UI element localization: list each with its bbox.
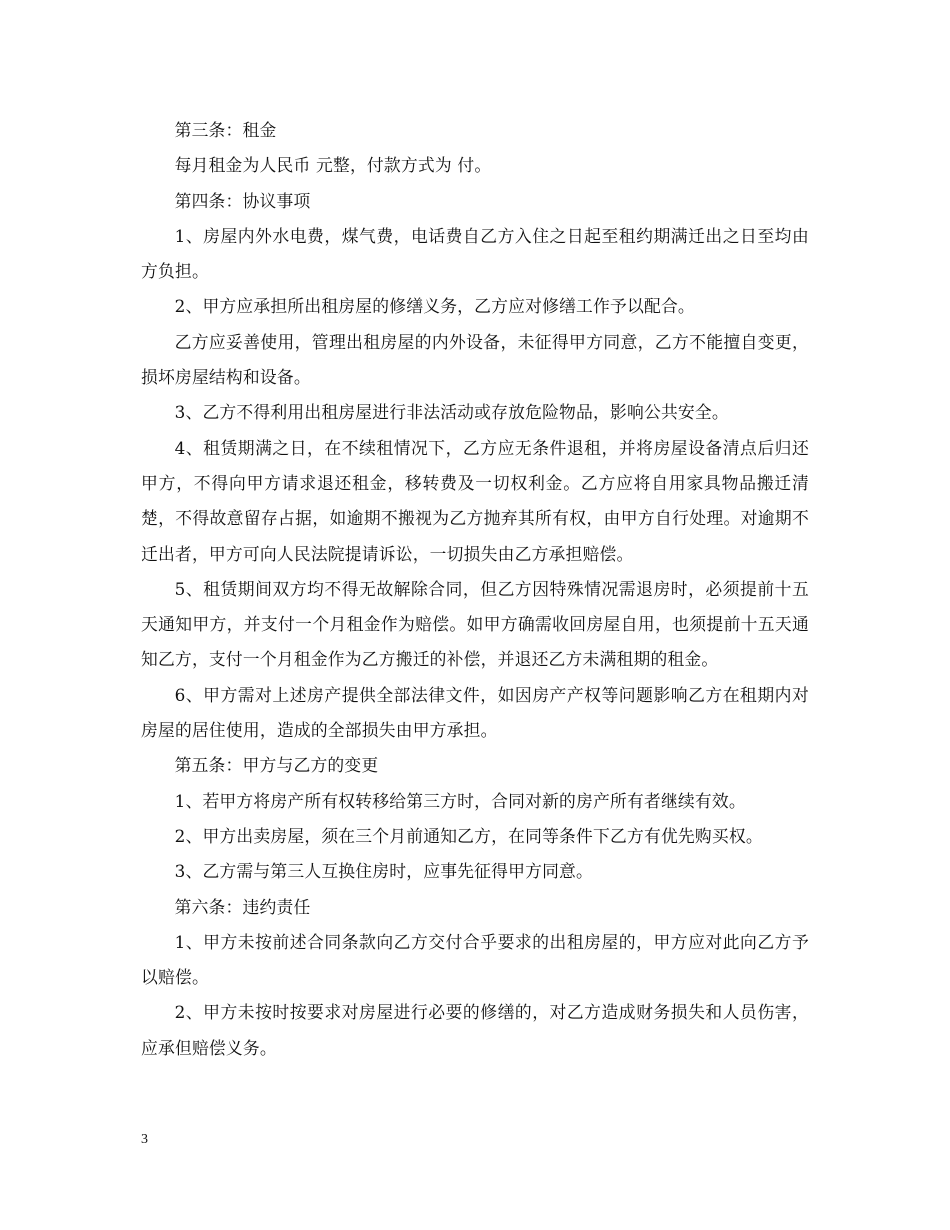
article-4-item-6: 6、甲方需对上述房产提供全部法律文件，如因房产产权等问题影响乙方在租期内对房屋的居住使用，造成的全部损失由甲方承担。: [141, 684, 809, 741]
article-6-item-1: 1、甲方未按前述合同条款向乙方交付合乎要求的出租房屋的，甲方应对此向乙方予以赔偿。: [141, 931, 809, 988]
article-4-item-5: 5、租赁期间双方均不得无故解除合同，但乙方因特殊情况需退房时，必须提前十五天通知甲方，并支付一个月租金作为赔偿。如甲方确需收回房屋自用，也须提前十五天通知乙方，支付一个月租金作为乙方搬迁的补偿，并退还乙方未满租期的租金。: [141, 578, 809, 670]
article-3-heading: 第三条：租金: [174, 120, 277, 140]
article-5-item-3: 3、乙方需与第三人互换住房时，应事先征得甲方同意。: [174, 861, 594, 882]
article-4-item-1: 1、房屋内外水电费，煤气费，电话费自乙方入住之日起至租约期满迁出之日至均由 方负担。: [141, 225, 809, 282]
article-4-item-2: 2、甲方应承担所出租房屋的修缮义务，乙方应对修缮工作予以配合。: [174, 296, 695, 317]
page-number: 3: [141, 1132, 148, 1147]
article-6-item-2: 2、甲方未按时按要求对房屋进行必要的修缮的，对乙方造成财务损失和人员伤害，应承但赔偿义务。: [141, 1002, 809, 1058]
article-5-item-2: 2、甲方出卖房屋，须在三个月前通知乙方，在同等条件下乙方有优先购买权。: [174, 825, 763, 846]
document-body: [141, 113, 809, 1066]
article-5-heading: 第五条：甲方与乙方的变更: [174, 755, 379, 776]
article-4-item-2-continued: 乙方应妥善使用，管理出租房屋的内外设备，未征得甲方同意，乙方不能擅自变更，损坏房屋结构和设备。: [141, 331, 809, 388]
rent-amount-clause: 每月租金为人民币 元整，付款方式为 付。: [174, 155, 492, 176]
article-5-item-1: 1、若甲方将房产所有权转移给第三方时，合同对新的房产所有者继续有效。: [174, 790, 746, 811]
article-4-item-3: 3、乙方不得利用出租房屋进行非法活动或存放危险物品，影响公共安全。: [174, 402, 729, 423]
article-4-item-4: 4、租赁期满之日，在不续租情况下，乙方应无条件退租，并将房屋设备清点后归还甲方，不得向甲方请求退还租金，移转费及一切权利金。乙方应将自用家具物品搬迁清楚，不得故意留存占据，如逾期不搬视为乙方抛弃其所有权，由甲方自行处理。对逾期不迁出者，甲方可向人民法院提请诉讼，一切损失由乙方承担赔偿。: [141, 437, 809, 564]
article-4-heading: 第四条：协议事项: [174, 190, 311, 211]
article-6-heading: 第六条：违约责任: [174, 896, 311, 917]
